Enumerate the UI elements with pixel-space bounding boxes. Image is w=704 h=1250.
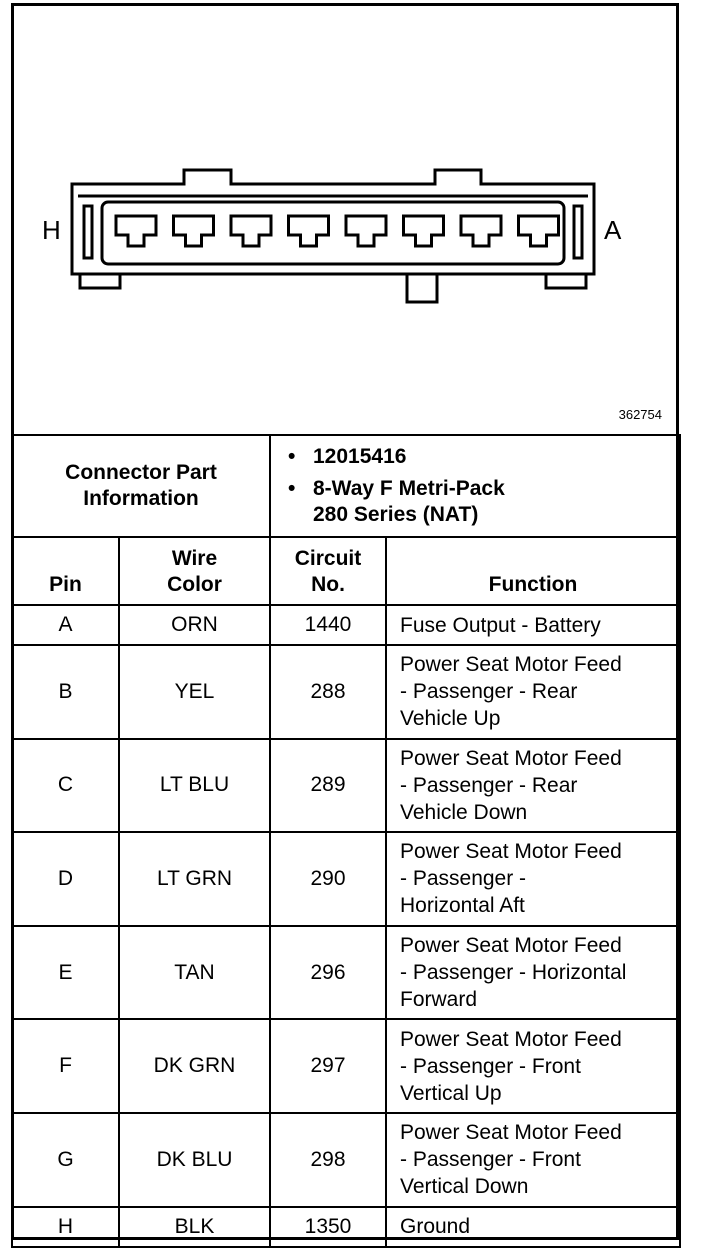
- cavity-frame: [102, 202, 564, 264]
- function-column-header: Function: [386, 537, 680, 605]
- right-foot: [546, 274, 586, 288]
- bullet-icon: •: [288, 477, 296, 500]
- function-cell: [386, 1113, 680, 1207]
- connector-info-heading-line1: Connector Part: [65, 461, 217, 484]
- connector-description-item: [288, 476, 679, 528]
- pin-cell: E: [12, 926, 119, 1020]
- table-row: [12, 605, 680, 645]
- function-line: Fuse Output - Battery: [400, 613, 601, 637]
- circuit-cell: 288: [270, 645, 386, 739]
- terminal-cavity: [289, 216, 329, 246]
- pin-cell: B: [12, 645, 119, 739]
- circuit-column-header: [270, 537, 386, 605]
- table-row: [12, 1019, 680, 1113]
- pin-cell: D: [12, 832, 119, 926]
- pin-column-header: Pin: [12, 537, 119, 605]
- function-cell: [386, 605, 680, 645]
- bullet-icon: •: [288, 445, 296, 468]
- housing-outline: [72, 170, 594, 274]
- terminal-cavity: [174, 216, 214, 246]
- table-row: [12, 926, 680, 1020]
- function-line: - Passenger - Horizontal: [400, 961, 627, 985]
- function-line: Power Seat Motor Feed: [400, 1121, 622, 1145]
- terminal-cavity: [346, 216, 386, 246]
- function-cell: [386, 1019, 680, 1113]
- wire-color-cell: BLK: [119, 1207, 270, 1247]
- part-number-item: [288, 444, 679, 470]
- function-line: Power Seat Motor Feed: [400, 840, 622, 864]
- wire-color-cell: ORN: [119, 605, 270, 645]
- connector-info-details: [270, 435, 680, 537]
- table-row: [12, 1113, 680, 1207]
- function-line: Vertical Up: [400, 1081, 502, 1105]
- table-row: [12, 739, 680, 833]
- function-line: - Passenger - Rear: [400, 680, 578, 704]
- wire-color-cell: LT GRN: [119, 832, 270, 926]
- terminal-cavity: [519, 216, 559, 246]
- pin-a-label: A: [604, 215, 622, 245]
- pinout-table: [11, 434, 681, 1248]
- circuit-cell: 289: [270, 739, 386, 833]
- table-row: [12, 645, 680, 739]
- wire-color-cell: LT BLU: [119, 739, 270, 833]
- pin-cell: H: [12, 1207, 119, 1247]
- wire-color-header-line1: Wire: [171, 547, 218, 570]
- pin-cell: G: [12, 1113, 119, 1207]
- function-line: Vehicle Down: [400, 800, 528, 824]
- circuit-cell: 1350: [270, 1207, 386, 1247]
- wire-color-column-header: [119, 537, 270, 605]
- function-line: Power Seat Motor Feed: [400, 1027, 622, 1051]
- bottom-key: [407, 274, 437, 302]
- wire-color-header-line2: Color: [167, 573, 222, 596]
- function-line: - Passenger - Front: [400, 1148, 581, 1172]
- terminal-cavity: [461, 216, 501, 246]
- function-line: Horizontal Aft: [400, 894, 525, 918]
- function-line: Power Seat Motor Feed: [400, 653, 622, 677]
- circuit-cell: 1440: [270, 605, 386, 645]
- circuit-cell: 290: [270, 832, 386, 926]
- figure-number: 362754: [618, 407, 662, 422]
- terminal-cavity: [116, 216, 156, 246]
- function-cell: [386, 645, 680, 739]
- function-cell: [386, 1207, 680, 1247]
- part-number: 12015416: [313, 445, 407, 468]
- circuit-cell: 298: [270, 1113, 386, 1207]
- function-cell: [386, 832, 680, 926]
- function-line: Forward: [400, 988, 478, 1012]
- circuit-header-line2: No.: [311, 573, 345, 596]
- table-row: [12, 1207, 680, 1247]
- wire-color-cell: DK BLU: [119, 1113, 270, 1207]
- function-line: - Passenger - Front: [400, 1054, 581, 1078]
- right-rail: [574, 206, 582, 258]
- circuit-cell: 296: [270, 926, 386, 1020]
- pin-cell: C: [12, 739, 119, 833]
- wire-color-cell: YEL: [119, 645, 270, 739]
- function-line: - Passenger -: [400, 867, 527, 891]
- connector-info-heading-line2: Information: [83, 487, 199, 510]
- circuit-header-line1: Circuit: [294, 547, 362, 570]
- connector-drawing: [14, 6, 676, 434]
- connector-info-row: [12, 435, 680, 537]
- function-line: Power Seat Motor Feed: [400, 934, 622, 958]
- function-cell: [386, 926, 680, 1020]
- column-header-row: [12, 537, 680, 605]
- function-line: Vehicle Up: [400, 707, 501, 731]
- function-line: - Passenger - Rear: [400, 773, 578, 797]
- function-line: Power Seat Motor Feed: [400, 746, 622, 770]
- function-line: Ground: [400, 1215, 471, 1239]
- terminal-cavity: [231, 216, 271, 246]
- left-rail: [84, 206, 92, 258]
- pin-rows: [12, 605, 680, 1247]
- function-line: Vertical Down: [400, 1175, 529, 1199]
- connector-description-line1: 8-Way F Metri-Pack: [313, 477, 505, 500]
- function-cell: [386, 739, 680, 833]
- connector-face-diagram: [14, 6, 676, 434]
- left-foot: [80, 274, 120, 288]
- terminal-cavity: [404, 216, 444, 246]
- connector-info-heading: [12, 435, 270, 537]
- wire-color-cell: DK GRN: [119, 1019, 270, 1113]
- connector-description-line2: 280 Series (NAT): [313, 503, 479, 526]
- pin-cell: A: [12, 605, 119, 645]
- pin-cell: F: [12, 1019, 119, 1113]
- table-row: [12, 832, 680, 926]
- circuit-cell: 297: [270, 1019, 386, 1113]
- wire-color-cell: TAN: [119, 926, 270, 1020]
- connector-sheet: [11, 3, 679, 1240]
- pin-h-label: H: [42, 215, 61, 245]
